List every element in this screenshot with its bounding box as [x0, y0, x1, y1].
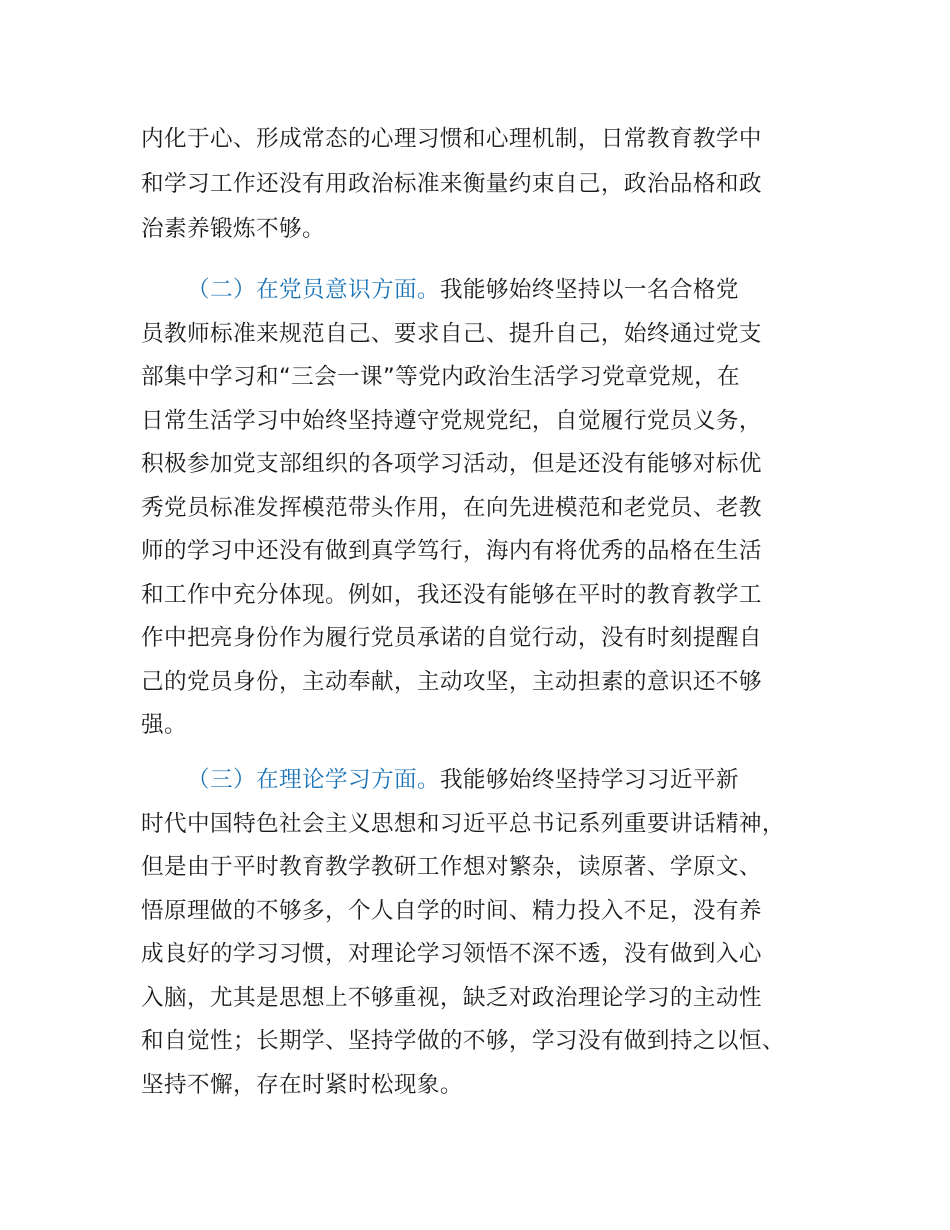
paragraph-2-line-8: 和工作中充分体现。例如，我还没有能够在平时的教育教学工: [141, 582, 762, 608]
paragraph-2-line-3: 部集中学习和“三会一课”等党内政治生活学习党章党规，在: [141, 364, 741, 390]
paragraph-2-first-line: [187, 276, 887, 304]
section-heading-theory-study: （三）在理论学习方面。: [187, 767, 440, 793]
paragraph-3-line-8: 坚持不懈，存在时紧时松现象。: [141, 1072, 463, 1098]
paragraph-3-first-line: [187, 766, 887, 794]
paragraph-2-line-6: 秀党员标准发挥模范带头作用，在向先进模范和老党员、老教: [141, 495, 762, 521]
paragraph-2-line-4: 日常生活学习中始终坚持遵守党规党纪，自觉履行党员义务，: [141, 408, 762, 434]
paragraph-3-line-4: 悟原理做的不够多，个人自学的时间、精力投入不足，没有养: [141, 898, 762, 924]
paragraph-2-line-2: 员教师标准来规范自己、要求自己、提升自己，始终通过党支: [141, 321, 762, 347]
paragraph-3-line-2: 时代中国特色社会主义思想和习近平总书记系列重要讲话精神，: [141, 811, 785, 837]
paragraph-3-line-3: 但是由于平时教育教学教研工作想对繁杂，读原著、学原文、: [141, 854, 762, 880]
paragraph-2-line-11: 强。: [141, 712, 187, 738]
paragraph-2-first-line-text: 我能够始终坚持以一名合格党: [439, 277, 739, 303]
paragraph-1-line-1: 内化于心、形成常态的心理习惯和心理机制，日常教育教学中: [141, 126, 762, 152]
paragraph-3-first-line-text: 我能够始终坚持学习习近平新: [439, 767, 739, 793]
paragraph-2-line-10: 己的党员身份，主动奉献，主动攻坚，主动担素的意识还不够: [141, 669, 762, 695]
paragraph-1-line-3: 治素养锻炼不够。: [141, 216, 325, 242]
paragraph-3-line-5: 成良好的学习习惯，对理论学习领悟不深不透，没有做到入心: [141, 941, 762, 967]
paragraph-2-line-7: 师的学习中还没有做到真学笃行，海内有将优秀的品格在生活: [141, 538, 762, 564]
paragraph-3-line-6: 入脑，尤其是思想上不够重视，缺乏对政治理论学习的主动性: [141, 985, 762, 1011]
paragraph-2-line-5: 积极参加党支部组织的各项学习活动，但是还没有能够对标优: [141, 451, 762, 477]
section-heading-party-awareness: （二）在党员意识方面。: [187, 277, 440, 303]
paragraph-2-line-9: 作中把亮身份作为履行党员承诺的自觉行动，没有时刻提醒自: [141, 625, 762, 651]
paragraph-1-line-2: 和学习工作还没有用政治标准来衡量约束自己，政治品格和政: [141, 171, 762, 197]
paragraph-3-line-7: 和自觉性；长期学、坚持学做的不够，学习没有做到持之以恒、: [141, 1028, 785, 1054]
